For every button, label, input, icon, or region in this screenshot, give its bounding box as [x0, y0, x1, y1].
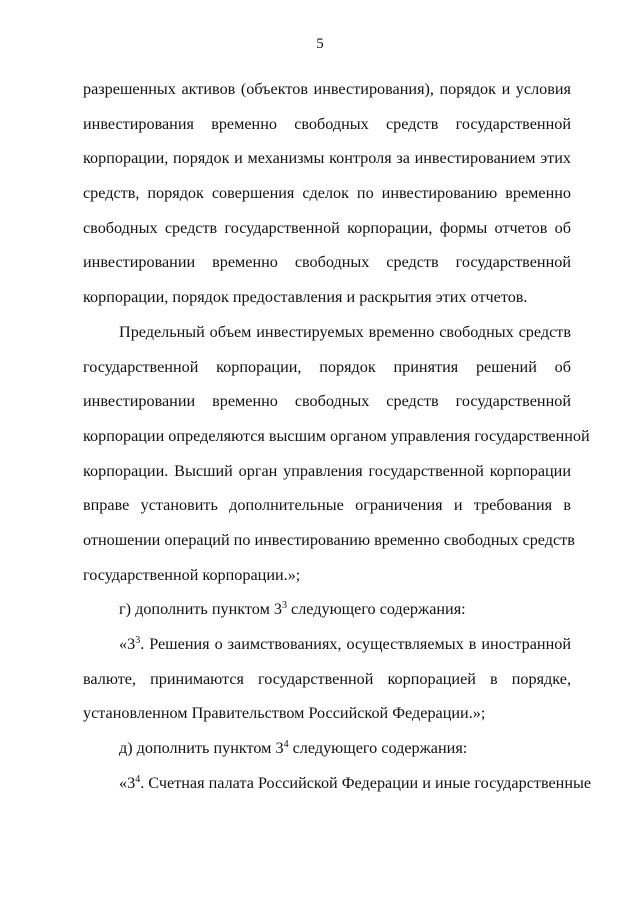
text-line: отношении операций по инвестированию временно свободных средств [83, 530, 575, 549]
line-text: г) дополнить пунктом 3 [119, 600, 282, 619]
text-line: разрешенных активов (объектов инвестирования), порядок и условия [83, 80, 571, 98]
line-text: . Счетная палата Российской Федерации и иные государственные [140, 773, 592, 792]
text-line: инвестировании временно свободных средств государственной [83, 392, 571, 411]
superscript: 3 [281, 600, 287, 612]
text-line: государственной корпорации.»; [83, 565, 301, 584]
text-line: средств, порядок совершения сделок по инвестированию временно [83, 184, 571, 203]
text-line: свободных средств государственной корпорации, формы отчетов об [83, 218, 571, 237]
text-line [83, 592, 571, 627]
line-text: д) дополнить пунктом 3 [119, 739, 284, 758]
line-text: следующего содержания: [288, 739, 468, 758]
text-line: корпорации, порядок и механизмы контроля за инвестированием этих [83, 149, 571, 168]
text-line: Предельный объем инвестируемых временно свободных средств [119, 322, 571, 341]
text-line: государственной корпорации, порядок принятия решений об [83, 357, 571, 376]
line-text: . Решения о заимствованиях, осуществляемых в иностранной [140, 635, 571, 653]
line-text: «3 [119, 635, 136, 653]
superscript: 3 [135, 635, 141, 646]
text-line: инвестировании временно свободных средств государственной [83, 253, 571, 272]
text-line [83, 766, 592, 801]
text-line [83, 731, 571, 766]
text-line [83, 627, 571, 662]
text-line: установленном Правительством Российской Федерации.»; [83, 704, 486, 723]
text-line: корпорации определяются высшим органом управления государственной [83, 426, 590, 445]
line-text: следующего содержания: [286, 600, 466, 619]
text-line: вправе установить дополнительные ограничения и требования в [83, 496, 571, 515]
text-line: корпорации, порядок предоставления и раскрытия этих отчетов. [83, 288, 528, 307]
body-text [83, 72, 592, 800]
line-text: «3 [119, 773, 136, 792]
text-line: инвестирования временно свободных средств государственной [83, 114, 571, 133]
page-number: 5 [316, 36, 324, 52]
text-line: корпорации. Высший орган управления государственной корпорации [83, 461, 571, 480]
superscript: 4 [135, 773, 141, 785]
superscript: 4 [283, 739, 289, 751]
text-line: валюте, принимаются государственной корпорацией в порядке, [83, 669, 571, 688]
